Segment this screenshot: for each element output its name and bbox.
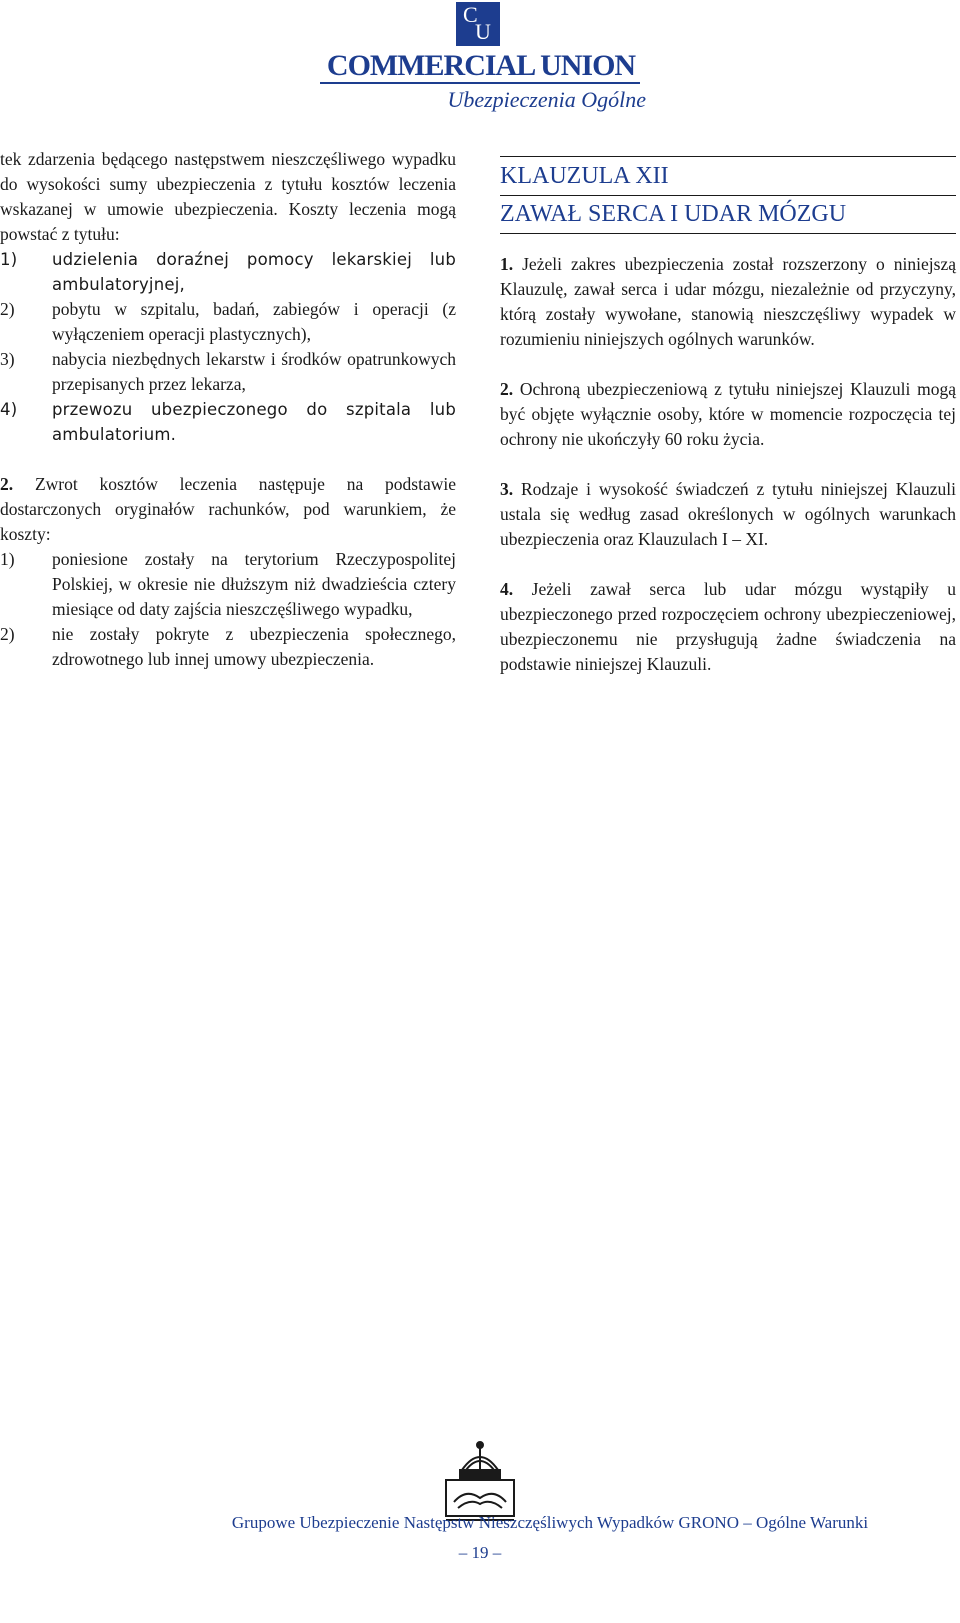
paragraph-2: 2. Zwrot kosztów leczenia następuje na podstawie dostarczonych oryginałów rachunków, pod warunkiem, że koszty:	[0, 474, 456, 544]
list-item: 2) nie zostały pokryte z ubezpieczenia społecznego, zdrowotnego lub innej umowy ubezpieczenia.	[0, 624, 456, 669]
clause-body	[500, 252, 956, 677]
list-item: 3) nabycia niezbędnych lekarstw i środków opatrunkowych przepisanych przez lekarza,	[0, 349, 456, 394]
paragraph-number: 2.	[0, 474, 14, 494]
company-name: COMMERCIAL UNION	[326, 49, 636, 82]
page-header	[0, 0, 960, 120]
left-column	[0, 147, 456, 672]
list-item: 1) poniesione zostały na terytorium Rzeczypospolitej Polskiej, w okresie nie dłuższym niż dwadzieścia cztery miesiące od daty zajścia nieszczęśliwego wypadku,	[0, 549, 456, 619]
cu-logo-icon	[456, 2, 500, 46]
crown-emblem-icon	[440, 1440, 520, 1522]
company-tagline: Ubezpieczenia Ogólne	[447, 87, 646, 112]
page-number: – 19 –	[458, 1543, 502, 1562]
clause-paragraph: 4. Jeżeli zawał serca lub udar mózgu wystąpiły u ubezpieczonego przed rozpoczęciem ochrony ubezpieczeniowej, ubezpieczonemu nie przysługują żadne świadczenia na podstawie niniejszej Klauzuli.	[500, 579, 956, 674]
logo-letter-c: C	[463, 2, 478, 27]
intro-paragraph: tek zdarzenia będącego następstwem nieszczęśliwego wypadku do wysokości sumy ubezpieczenia z tytułu kosztów leczenia wskazanej w umowie ubezpieczenia. Koszty leczenia mogą powstać z tytułu:	[0, 149, 456, 244]
clause-subtitle: ZAWAŁ SERCA I UDAR MÓZGU	[500, 201, 847, 227]
list-item: 4) przewozu ubezpieczonego do szpitala lub ambulatorium.	[0, 400, 456, 444]
list-item: 1) udzielenia doraźnej pomocy lekarskiej lub ambulatoryjnej,	[0, 250, 456, 294]
list-item: 2) pobytu w szpitalu, badań, zabiegów i operacji (z wyłączeniem operacji plastycznych),	[0, 299, 456, 344]
brand-divider	[320, 82, 640, 84]
clause-paragraph: 2. Ochroną ubezpieczeniową z tytułu niniejszej Klauzuli mogą być objęte wyłącznie osoby, które w momencie rozpoczęcia tej ochrony nie ukończyły 60 roku życia.	[500, 379, 956, 449]
right-column	[500, 156, 956, 677]
clause-heading	[500, 156, 956, 234]
footer-title: Grupowe Ubezpieczenie Następstw Nieszczęśliwych Wypadków GRONO – Ogólne Warunki	[231, 1513, 869, 1532]
clause-title: KLAUZULA XII	[500, 160, 956, 196]
logo-letter-u: U	[475, 19, 491, 44]
clause-paragraph: 1. Jeżeli zakres ubezpieczenia został rozszerzony o niniejszą Klauzulę, zawał serca i udar mózgu, niezależnie od przyczyny, którą zostały wywołane, stanowią nieszczęśliwy wypadek w rozumieniu niniejszych ogólnych warunków.	[500, 254, 956, 349]
clause-paragraph: 3. Rodzaje i wysokość świadczeń z tytułu niniejszej Klauzuli ustala się według zasad określonych w ogólnych warunkach ubezpieczenia oraz Klauzulach I – XI.	[500, 479, 956, 549]
